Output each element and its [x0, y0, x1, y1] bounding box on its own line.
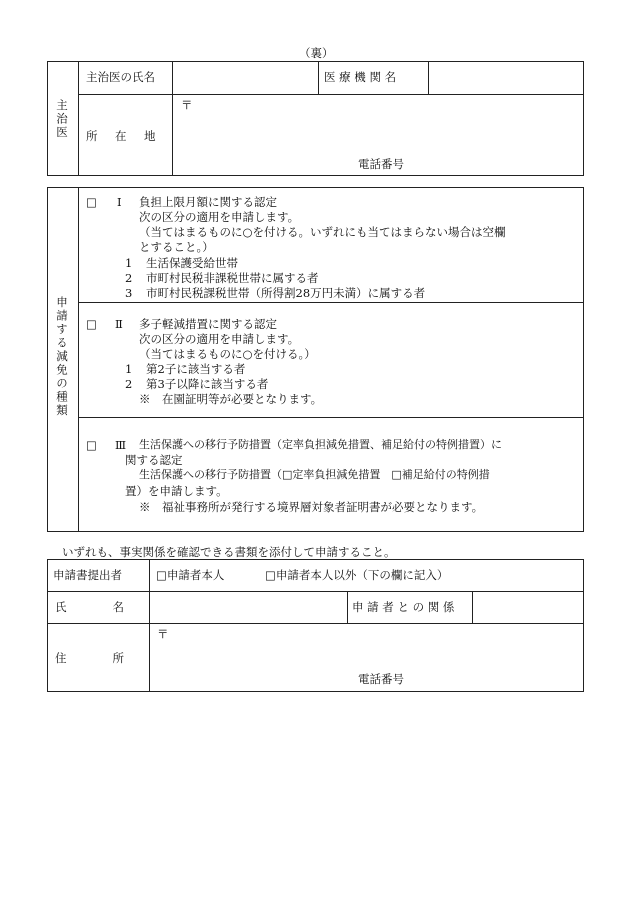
- instruction-text: いずれも、事実関係を確認できる書類を添付して申請すること。: [62, 545, 396, 559]
- item1-option2-text: 市町村民税非課税世帯に属する者: [146, 271, 319, 285]
- item2-note: ※ 在園証明等が必要となります。: [139, 392, 323, 406]
- institution-field[interactable]: [430, 63, 582, 92]
- item3-line1: 関する認定: [125, 453, 183, 467]
- item3-checkbox[interactable]: □: [86, 438, 97, 452]
- item1-option3-num: 3: [125, 286, 133, 300]
- submitter-phone-label: 電話番号: [358, 672, 404, 686]
- institution-label: 医 療 機 関 名: [324, 70, 397, 84]
- submitter-other-option[interactable]: □申請者本人以外（下の欄に記入）: [265, 568, 449, 582]
- submitter-label: 申請書提出者: [53, 568, 122, 582]
- item1-number: Ⅰ: [117, 195, 122, 209]
- item1-line2: （当てはまるものに○を付ける。いずれにも当てはまらない場合は空欄: [139, 225, 506, 239]
- submitter-name-label: 氏 名: [55, 600, 124, 614]
- submitter-name-field[interactable]: [151, 593, 345, 621]
- item3-line2: 生活保護への移行予防措置（□定率負担減免措置 □補足給付の特例措: [139, 468, 490, 481]
- item2-option2-text: 第3子以降に該当する者: [146, 377, 269, 391]
- doctor-name-field[interactable]: [174, 63, 316, 92]
- item1-option3-text: 市町村民税課税世帯（所得割28万円未満）に属する者: [146, 286, 426, 300]
- item2-option2-num: 2: [125, 377, 133, 391]
- item1-option2-num: 2: [125, 271, 133, 285]
- doctor-section-label: 主治医: [55, 99, 69, 140]
- item3-note: ※ 福祉事務所が発行する境界層対象者証明書が必要となります。: [139, 500, 484, 514]
- relation-field[interactable]: [474, 593, 582, 621]
- item2-line1: 次の区分の適用を申請します。: [139, 332, 300, 346]
- submitter-self-option[interactable]: □申請者本人: [156, 568, 225, 582]
- item1-option1-text: 生活保護受給世帯: [146, 256, 238, 270]
- item1-checkbox[interactable]: □: [86, 195, 97, 209]
- item2-number: Ⅱ: [115, 317, 123, 331]
- doctor-phone-label: 電話番号: [358, 157, 404, 171]
- item1-line1: 次の区分の適用を申請します。: [139, 210, 300, 224]
- item3-title: 生活保護への移行予防措置（定率負担減免措置、補足給付の特例措置）に: [139, 438, 502, 451]
- page-label: （裏）: [299, 46, 334, 60]
- item2-option1-num: 1: [125, 362, 133, 376]
- relation-label: 申 請 者 と の 関 係: [352, 600, 455, 614]
- item1-title: 負担上限月額に関する認定: [139, 195, 277, 209]
- item3-line3: 置）を申請します。: [125, 484, 228, 498]
- item3-number: Ⅲ: [115, 438, 127, 452]
- reduction-section-label: 申請する減免の種類: [55, 296, 69, 418]
- item1-line3: とすること。）: [139, 240, 214, 254]
- submitter-address-label: 住 所: [55, 651, 124, 665]
- doctor-address-label: 所 在 地: [86, 129, 159, 143]
- item2-option1-text: 第2子に該当する者: [146, 362, 246, 376]
- item2-title: 多子軽減措置に関する認定: [139, 317, 277, 331]
- doctor-name-label: 主治医の氏名: [86, 70, 155, 84]
- item2-checkbox[interactable]: □: [86, 317, 97, 331]
- item1-option1-num: 1: [125, 256, 133, 270]
- doctor-postal-mark: 〒: [181, 98, 193, 112]
- submitter-postal-mark: 〒: [157, 627, 169, 641]
- item2-line2: （当てはまるものに○を付ける。）: [139, 347, 316, 361]
